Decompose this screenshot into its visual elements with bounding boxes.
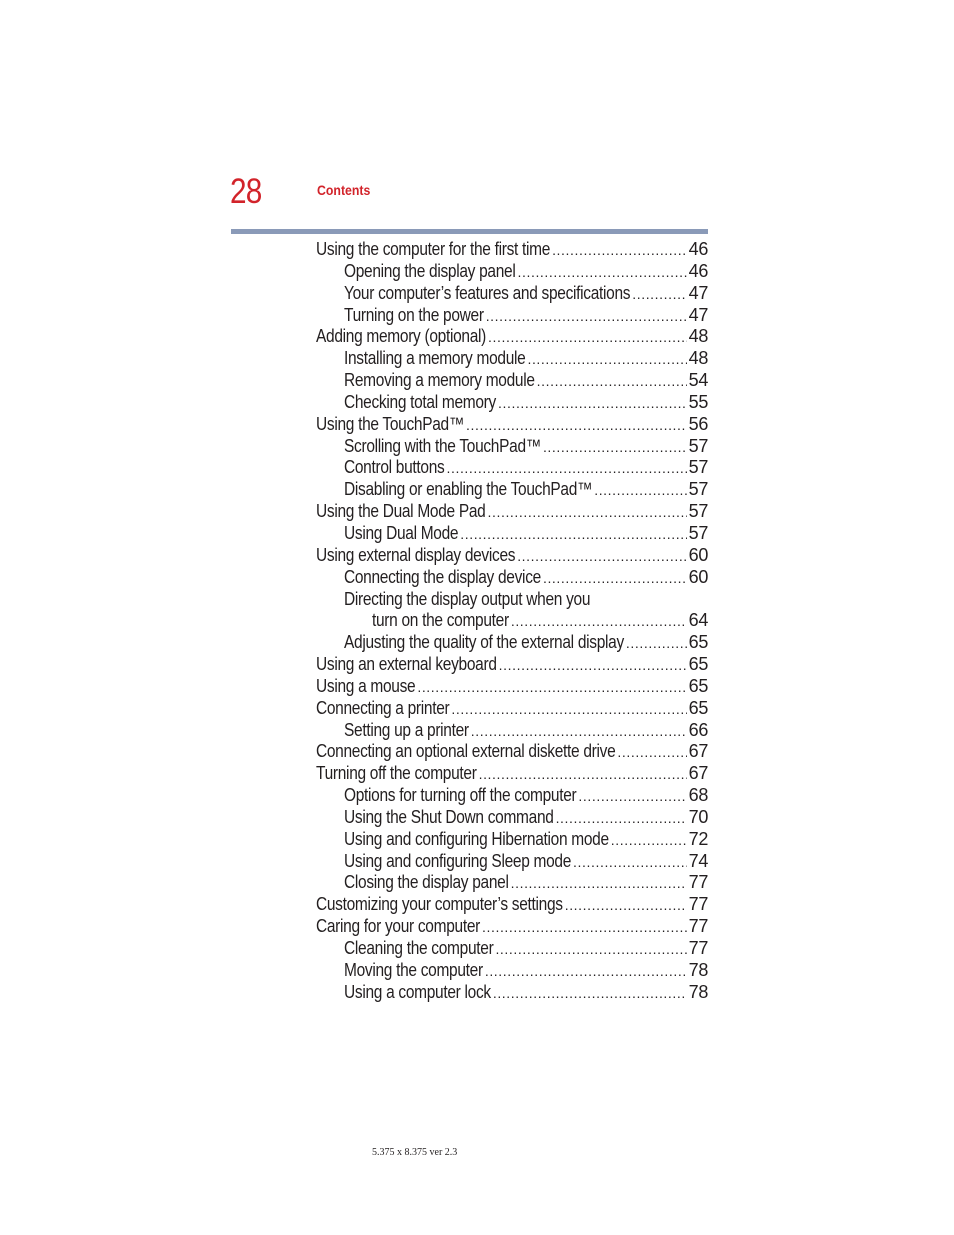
toc-entry-title: Moving the computer [344, 959, 483, 980]
toc-entry-title: turn on the computer [372, 610, 509, 631]
toc-entry-title: Customizing your computer’s settings [316, 894, 563, 915]
toc-entry[interactable] [316, 348, 708, 370]
toc-page-number: 57 [688, 457, 708, 478]
toc-entry-title: Caring for your computer [316, 916, 480, 937]
toc-page-number: 57 [688, 501, 708, 522]
toc-entry[interactable] [316, 916, 708, 938]
toc-entry[interactable] [316, 894, 708, 916]
toc-page-number: 47 [688, 304, 708, 325]
toc-dot-leader [493, 983, 687, 1004]
toc-dot-leader [460, 524, 686, 545]
toc-entry[interactable] [316, 785, 708, 807]
toc-dot-leader [543, 568, 687, 589]
toc-page-number: 77 [688, 894, 708, 915]
footer-note: 5.375 x 8.375 ver 2.3 [372, 1147, 458, 1158]
toc-entry[interactable] [316, 872, 708, 894]
toc-dot-leader [611, 830, 687, 851]
toc-entry[interactable] [316, 370, 708, 392]
toc-page-number: 78 [688, 959, 708, 980]
toc-page-number: 77 [688, 872, 708, 893]
toc-dot-leader [578, 786, 686, 807]
toc-entry-title: Using the Dual Mode Pad [316, 501, 486, 522]
toc-dot-leader [495, 939, 686, 960]
toc-dot-leader [479, 764, 687, 785]
toc-dot-leader [543, 437, 687, 458]
toc-page-number: 67 [688, 741, 708, 762]
toc-dot-leader [565, 895, 687, 916]
toc-entry-title: Using the TouchPad™ [316, 413, 465, 434]
toc-page-number: 64 [688, 610, 708, 631]
toc-entry[interactable] [316, 567, 708, 589]
toc-dot-leader [486, 306, 687, 327]
header-rule [231, 229, 708, 234]
toc-entry[interactable] [316, 851, 708, 873]
toc-entry[interactable] [316, 829, 708, 851]
toc-entry-title: Opening the display panel [344, 260, 516, 281]
toc-entry[interactable] [316, 960, 708, 982]
toc-dot-leader [594, 480, 686, 501]
toc-entry[interactable] [316, 741, 708, 763]
toc-dot-leader [517, 546, 686, 567]
toc-page-number: 65 [688, 697, 708, 718]
toc-page-number: 74 [688, 850, 708, 871]
toc-entry[interactable] [316, 305, 708, 327]
toc-entry[interactable] [316, 523, 708, 545]
toc-dot-leader [573, 852, 687, 873]
toc-entry-title: Directing the display output when you [344, 588, 591, 609]
toc-page-number: 46 [688, 260, 708, 281]
toc-entry[interactable] [316, 392, 708, 414]
toc-page-number: 65 [688, 632, 708, 653]
toc-dot-leader [446, 458, 686, 479]
toc-dot-leader [552, 240, 687, 261]
toc-entry-title: Using the Shut Down command [344, 806, 554, 827]
toc-dot-leader [537, 371, 687, 392]
toc-entry-title: Installing a memory module [344, 348, 526, 369]
toc-entry[interactable] [316, 283, 708, 305]
toc-dot-leader [556, 808, 687, 829]
toc-dot-leader [498, 393, 687, 414]
toc-page-number: 48 [688, 326, 708, 347]
toc-page-number: 48 [688, 348, 708, 369]
toc-entry[interactable] [316, 436, 708, 458]
toc-page-number: 65 [688, 654, 708, 675]
toc-page-number: 77 [688, 938, 708, 958]
toc-dot-leader [485, 961, 687, 982]
toc-entry-title: Connecting an optional external diskette drive [316, 741, 616, 762]
toc-entry-title: Using a computer lock [344, 981, 491, 1002]
toc-entry-title: Scrolling with the TouchPad™ [344, 435, 541, 456]
toc-entry-title: Options for turning off the computer [344, 785, 577, 806]
toc-page-number: 65 [688, 675, 708, 696]
toc-entry-title: Turning off the computer [316, 763, 477, 784]
toc-entry-title: Turning on the power [344, 304, 484, 325]
toc-entry-title: Connecting a printer [316, 697, 450, 718]
toc-entry-title: Using Dual Mode [344, 522, 459, 543]
toc-entry-title: Using the computer for the first time [316, 239, 551, 259]
toc-dot-leader [488, 327, 687, 348]
section-title: Contents [317, 182, 371, 198]
toc-entry[interactable] [316, 632, 708, 654]
toc-page-number: 60 [688, 566, 708, 587]
toc-page-number: 54 [688, 370, 708, 391]
toc-entry-title: Using a mouse [316, 675, 416, 696]
toc-entry-title: Using an external keyboard [316, 654, 497, 675]
toc-page-number: 57 [688, 522, 708, 543]
toc-dot-leader [511, 873, 687, 894]
toc-entry[interactable] [316, 261, 708, 283]
toc-entry-title: Adding memory (optional) [316, 326, 487, 347]
toc-entry-title: Using and configuring Hibernation mode [344, 828, 609, 849]
toc-dot-leader [517, 262, 686, 283]
toc-entry-title: Using external display devices [316, 544, 516, 565]
table-of-contents [316, 239, 708, 1004]
toc-dot-leader [511, 611, 687, 632]
toc-entry[interactable] [316, 676, 708, 698]
toc-page-number: 66 [688, 719, 708, 740]
toc-entry-title: Checking total memory [344, 391, 496, 412]
toc-entry-title: Setting up a printer [344, 719, 469, 740]
toc-entry-title: Your computer’s features and specifications [344, 282, 631, 303]
toc-entry[interactable] [316, 610, 708, 632]
toc-dot-leader [466, 415, 687, 436]
toc-entry[interactable] [316, 982, 708, 1004]
toc-entry[interactable] [316, 239, 708, 261]
toc-entry[interactable] [316, 479, 708, 501]
toc-page-number: 47 [688, 282, 708, 303]
toc-page-number: 57 [688, 435, 708, 456]
toc-entry[interactable] [316, 807, 708, 829]
toc-entry-title: Cleaning the computer [344, 938, 494, 958]
toc-entry[interactable] [316, 938, 708, 960]
toc-entry-title: Disabling or enabling the TouchPad™ [344, 479, 593, 500]
toc-entry[interactable] [316, 654, 708, 676]
toc-entry-title: Control buttons [344, 457, 445, 478]
toc-page-number: 70 [688, 806, 708, 827]
toc-dot-leader [527, 349, 686, 370]
toc-dot-leader [471, 721, 687, 742]
toc-entry-title: Adjusting the quality of the external display [344, 632, 624, 653]
toc-entry-title: Connecting the display device [344, 566, 541, 587]
toc-page-number: 46 [688, 239, 708, 259]
toc-entry[interactable] [316, 414, 708, 436]
toc-entry-title: Removing a memory module [344, 370, 535, 391]
toc-entry[interactable] [316, 545, 708, 567]
toc-page-number: 77 [688, 916, 708, 937]
toc-page-number: 72 [688, 828, 708, 849]
toc-entry[interactable] [316, 589, 708, 611]
toc-page-number: 55 [688, 391, 708, 412]
toc-entry-title: Using and configuring Sleep mode [344, 850, 572, 871]
toc-entry[interactable] [316, 326, 708, 348]
toc-dot-leader [626, 633, 687, 654]
toc-entry-title: Closing the display panel [344, 872, 509, 893]
toc-page-number: 60 [688, 544, 708, 565]
page-number: 28 [230, 172, 262, 211]
toc-page-number: 57 [688, 479, 708, 500]
toc-dot-leader [451, 699, 686, 720]
toc-dot-leader [487, 502, 686, 523]
toc-entry[interactable] [316, 501, 708, 523]
toc-dot-leader [482, 917, 687, 938]
toc-page-number: 68 [688, 785, 708, 806]
toc-entry[interactable] [316, 457, 708, 479]
toc-entry[interactable] [316, 763, 708, 785]
toc-page-number: 67 [688, 763, 708, 784]
toc-dot-leader [617, 742, 686, 763]
toc-page-number: 78 [688, 981, 708, 1002]
toc-dot-leader [499, 655, 687, 676]
toc-dot-leader [632, 284, 686, 305]
toc-entry[interactable] [316, 698, 708, 720]
toc-page-number: 56 [688, 413, 708, 434]
toc-entry[interactable] [316, 720, 708, 742]
toc-dot-leader [417, 677, 686, 698]
